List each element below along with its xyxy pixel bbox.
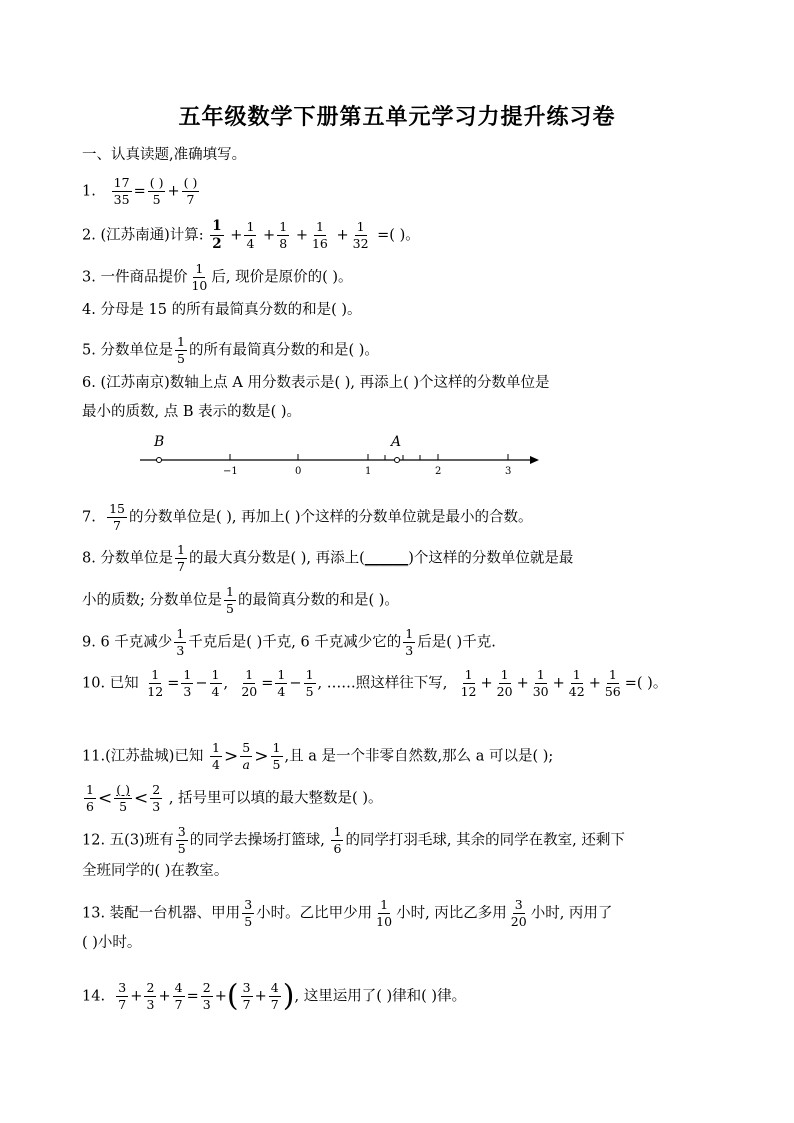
- question-6-line-2[interactable]: 最小的质数, 点 B 表示的数是( )。: [82, 404, 302, 420]
- answer-blank[interactable]: 的最简真分数的和是( )。: [238, 592, 399, 609]
- fraction: $\frac{1}{10}$: [376, 897, 393, 929]
- question-14: 14. $\frac{3}{7}$ + $\frac{2}{3}$ + $\frac{4}{7}$ = $\frac{2}{3}$ +( $\frac{3}{7}$ + $\frac{4}{7}$ ), 这里运用了( )律和( )律。: [82, 978, 467, 1014]
- fraction: $\frac{3}{5}$: [176, 825, 188, 856]
- answer-blank[interactable]: , 括号里可以填的最大整数是( )。: [168, 790, 383, 807]
- question-11-line-1: 11.(江苏盐城)已知 $\frac{1}{4}$ > $\frac{5}{a}$ > $\frac{1}{5}$ ,且 a 是一个非零自然数,那么 a 可以是( );: [82, 740, 554, 772]
- fraction: $\frac{4}{7}$: [173, 981, 185, 1012]
- question-1: 1. $\frac{17}{35}$ = $\frac{( )}{5}$ + $\frac{( )}{7}$: [82, 175, 198, 207]
- fraction: $\frac{1}{16}$: [311, 219, 328, 251]
- answer-blank[interactable]: =( )。: [624, 675, 668, 692]
- page-title: 五年级数学下册第五单元学习力提升练习卷: [178, 104, 616, 130]
- question-11-line-2: $\frac{1}{6}$ < $\frac{( )}{5}$ < $\frac{2}{3}$ , 括号里可以填的最大整数是( )。: [82, 783, 382, 814]
- fraction: $\frac{2}{3}$: [150, 783, 162, 814]
- fraction: $\frac{3}{7}$: [241, 981, 253, 1012]
- fraction: $\frac{1}{6}$: [84, 783, 96, 814]
- fraction: $\frac{1}{5}$: [224, 585, 236, 616]
- answer-blank[interactable]: 的分数单位是( ), 再加上( )个这样的分数单位就是最小的合数。: [128, 509, 533, 526]
- tick-label: 1: [365, 466, 372, 474]
- fraction: $\frac{1}{20}$: [496, 667, 513, 699]
- answer-blank[interactable]: 的所有最简真分数的和是( )。: [188, 342, 379, 359]
- tick-label: 3: [505, 466, 512, 474]
- fraction: $\frac{17}{35}$: [113, 175, 130, 207]
- fraction: $\frac{15}{7}$: [109, 501, 125, 533]
- question-5: 5. 分数单位是 $\frac{1}{5}$ 的所有最简真分数的和是( )。: [82, 334, 379, 366]
- question-12-line-2[interactable]: 全班同学的( )在教室。: [82, 863, 229, 879]
- answer-blank[interactable]: ______: [364, 550, 409, 567]
- answer-blank-fraction[interactable]: $\frac{( )}{5}$: [116, 782, 130, 814]
- answer-blank[interactable]: 分母是 15 的所有最简真分数的和是( )。: [100, 302, 362, 318]
- fraction: $\frac{1}{4}$: [275, 668, 287, 699]
- fraction: $\frac{1}{2}$: [212, 218, 222, 252]
- fraction: $\frac{1}{30}$: [532, 667, 549, 699]
- fraction: $\frac{1}{56}$: [604, 667, 621, 699]
- fraction: $\frac{3}{7}$: [116, 981, 128, 1012]
- question-10: 10. 已知 $\frac{1}{12}$ = $\frac{1}{3}$ − $\frac{1}{4}$ , $\frac{1}{20}$ = $\frac{1}{4}$ − $\frac{1}{5}$ , ……照这样往下写, $\frac{1}{12}$ + $\frac{1}{20}$ + $\frac{1}{30}$ + $\frac{1}{42}$ + $\frac{1}{56}$ =( )。: [82, 667, 668, 699]
- fraction: $\frac{1}{4}$: [210, 668, 222, 699]
- question-6-line-1[interactable]: 6. (江苏南京)数轴上点 A 用分数表示是( ), 再添上( )个这样的分数单位是: [82, 375, 550, 391]
- answer-blank[interactable]: ,且 a 是一个非零自然数,那么 a 可以是( );: [284, 748, 554, 765]
- number-line: [135, 430, 545, 474]
- fraction: $\frac{1}{3}$: [403, 627, 415, 658]
- question-12-line-1: 12. 五(3)班有 $\frac{3}{5}$ 的同学去操场打篮球, $\frac{1}{6}$ 的同学打羽毛球, 其余的同学在教室, 还剩下: [82, 824, 625, 856]
- question-9: 9. 6 千克减少 $\frac{1}{3}$ 千克后是( )千克, 6 千克减少它的 $\frac{1}{3}$ 后是( )千克.: [82, 626, 496, 658]
- tick-label: 0: [295, 466, 302, 474]
- question-8-line-2: 小的质数; 分数单位是 $\frac{1}{5}$ 的最简真分数的和是( )。: [82, 584, 399, 616]
- fraction: $\frac{1}{12}$: [460, 667, 477, 699]
- fraction: $\frac{5}{a}$: [240, 741, 252, 772]
- fraction: $\frac{3}{20}$: [510, 897, 527, 929]
- question-13-line-2[interactable]: ( )小时。: [82, 935, 142, 951]
- question-3: 3. 一件商品提价 $\frac{1}{10}$ 后, 现价是原价的( )。: [82, 261, 353, 293]
- answer-blank[interactable]: 后是( )千克.: [417, 634, 496, 651]
- answer-blank[interactable]: =( )。: [377, 227, 420, 244]
- answer-blank[interactable]: , 这里运用了( )律和( )律。: [294, 988, 467, 1005]
- question-13-line-1: 13. 装配一台机器、甲用 $\frac{3}{5}$ 小时。乙比甲少用 $\frac{1}{10}$ 小时, 丙比乙多用 $\frac{3}{20}$ 小时, 丙用了: [82, 897, 613, 929]
- point-label-b: B: [154, 434, 165, 450]
- fraction: $\frac{1}{32}$: [352, 219, 369, 251]
- fraction: $\frac{4}{7}$: [269, 981, 281, 1012]
- fraction: $\frac{1}{20}$: [241, 667, 258, 699]
- fraction: $\frac{1}{7}$: [175, 543, 187, 574]
- question-4: 4. 分母是 15 的所有最简真分数的和是( )。: [82, 302, 362, 318]
- fraction: $\frac{1}{5}$: [271, 741, 283, 772]
- fraction: $\frac{1}{3}$: [174, 627, 186, 658]
- fraction: $\frac{1}{5}$: [304, 668, 316, 699]
- fraction: $\frac{1}{8}$: [277, 220, 289, 251]
- question-8-line-1: 8. 分数单位是 $\frac{1}{7}$ 的最大真分数是( ), 再添上(______)个这样的分数单位就是最: [82, 542, 574, 574]
- fraction: $\frac{2}{3}$: [144, 981, 156, 1012]
- fraction: $\frac{1}{10}$: [191, 261, 208, 293]
- fraction: $\frac{1}{42}$: [568, 667, 585, 699]
- section-heading: 一、认真读题,准确填写。: [82, 147, 247, 163]
- answer-blank-fraction[interactable]: $\frac{( )}{5}$: [149, 175, 164, 207]
- point-label-a: A: [391, 434, 402, 450]
- fraction: $\frac{1}{4}$: [210, 741, 222, 772]
- answer-blank[interactable]: 千克后是( )千克, 6 千克减少它的: [188, 634, 402, 651]
- question-7: 7. $\frac{15}{7}$ 的分数单位是( ), 再加上( )个这样的分数单位就是最小的合数。: [82, 501, 533, 533]
- fraction: $\frac{1}{4}$: [244, 220, 256, 251]
- answer-blank-fraction[interactable]: $\frac{( )}{7}$: [183, 175, 198, 207]
- fraction: $\frac{1}{5}$: [175, 335, 187, 366]
- answer-blank[interactable]: 后, 现价是原价的( )。: [211, 269, 353, 286]
- tick-label: −1: [223, 466, 238, 474]
- fraction: $\frac{1}{6}$: [331, 825, 343, 856]
- tick-label: 2: [435, 466, 442, 474]
- question-2: 2. (江苏南通)计算: $\frac{1}{2}$ + $\frac{1}{4}$ + $\frac{1}{8}$ + $\frac{1}{16}$ + $\frac{1}{32}$ =( )。: [82, 218, 420, 252]
- fraction: $\frac{1}{3}$: [181, 668, 193, 699]
- fraction: $\frac{3}{5}$: [242, 898, 254, 929]
- fraction: $\frac{2}{3}$: [201, 981, 213, 1012]
- fraction: $\frac{1}{12}$: [147, 667, 164, 699]
